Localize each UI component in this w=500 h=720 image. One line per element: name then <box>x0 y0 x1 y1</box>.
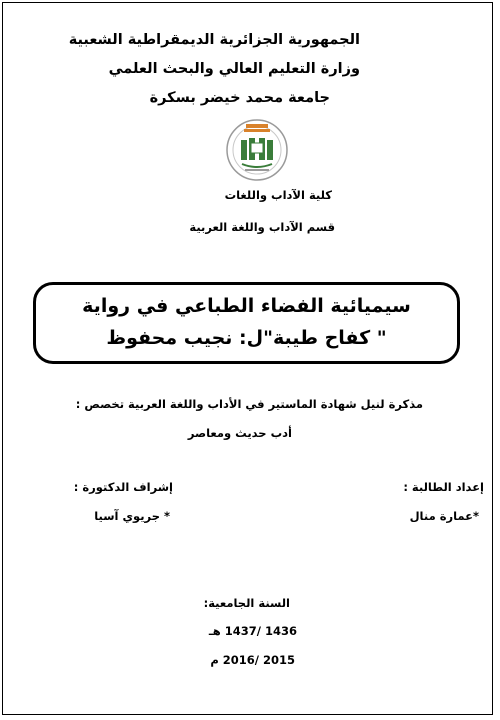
thesis-title-line-2: " كفاح طيبة"ل: نجيب محفوظ <box>106 327 387 349</box>
academic-year-gregorian: 2015 /2016 م <box>210 653 295 667</box>
department-name: قسم الآداب واللغة العربية <box>189 220 335 234</box>
supervisor-name: * جريوي آسيا <box>94 509 170 523</box>
header-ministry: وزارة التعليم العالي والبحث العلمي <box>108 61 360 77</box>
thesis-title-line-1: سيميائية الفضاء الطباعي في رواية <box>82 295 411 317</box>
academic-year-label: السنة الجامعية: <box>203 596 290 610</box>
faculty-name: كلية الآداب واللغات <box>224 188 332 202</box>
student-label: إعداد الطالبة : <box>403 480 484 494</box>
academic-year-hijri: 1436 /1437 هـ <box>208 624 297 638</box>
supervisor-label: إشراف الدكتورة : <box>73 480 173 494</box>
header-university: جامعة محمد خيضر بسكرة <box>149 90 330 106</box>
university-seal-icon <box>225 118 289 182</box>
student-name: *عمارة منال <box>409 509 479 523</box>
thesis-title-box <box>33 282 460 364</box>
specialty-text: أدب حديث ومعاصر <box>187 426 292 440</box>
header-republic: الجمهورية الجزائرية الديمقراطية الشعبية <box>68 32 360 48</box>
degree-line: مذكرة لنيل شهادة الماستير في الأداب واللغة العربية تخصص : <box>75 397 423 411</box>
